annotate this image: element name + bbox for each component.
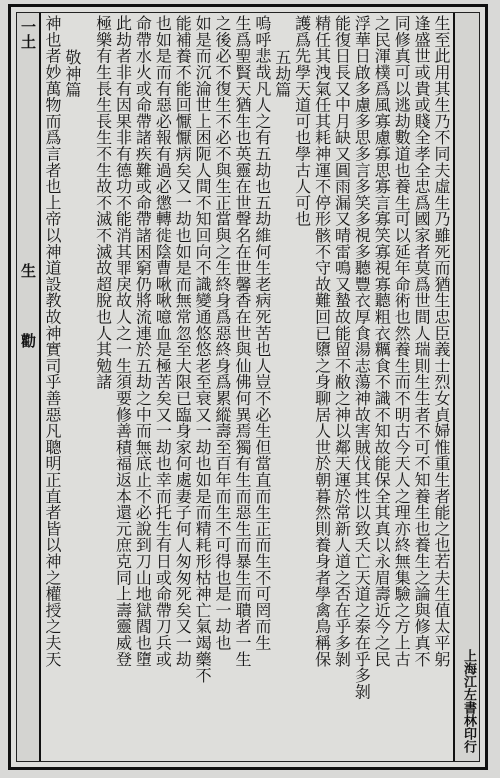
text-columns (43, 15, 451, 759)
text-column: 如是而沉淪世上困阨人間不知回向不識變通悠悠老至衰又一劫也如是而精耗形枯神亡氣竭藥不 (193, 15, 213, 684)
left-margin-strip (17, 13, 41, 761)
text-column: 生至此用其生乃不同夫虛生乃雖死而猶生忠臣義士烈女貞婦惟重生者能之也若夫生值太平躬 (432, 15, 451, 667)
text-column: 命帶水火或命帶諸疾難或命帶諸困窮仍將流連於五劫之中而無底止不必說到刀山地獄閻也墮 (133, 15, 153, 667)
text-column: 之後必不復生不必不與生正當與之生終身爲惡終身爲累縱壽至百年而生不可得也是一劫也 (213, 15, 233, 651)
right-margin-strip (453, 13, 479, 761)
text-column: 護爲先學天道可也學古人可也 (292, 15, 312, 227)
page-border (8, 4, 488, 770)
text-column: 也如是而有惡必報有過必懲轉徙陰曹啾啾噫血是極苦矣又一劫也幸而托生有日或命帶刀兵或 (153, 15, 173, 667)
publisher-imprint: 上海江左書林印行 (461, 649, 476, 753)
text-column: 神也者妙萬物而爲言者也上帝以神道設教故神實司乎善惡凡聰明正直者皆以神之權授之夫天 (43, 15, 62, 667)
section-heading-five-kalpas: 五劫篇 (272, 49, 292, 98)
text-column: 能復日長又中月缺又圓雨漏又晴雷鳴又蟄故能留不敝之神以鄰天運於常新人道之否在乎多剝 (332, 15, 352, 667)
blank-column (83, 15, 93, 759)
text-column: 浮華日啟多慮多思多言多笑多視多聽豐衣厚食湯志蕩神故害賊伐其性以致夭亡天道之泰在乎多剝 (352, 15, 372, 700)
margin-label-book: 勸 (19, 333, 37, 348)
text-body (43, 15, 451, 759)
margin-label-mid: 生 (19, 263, 37, 278)
text-column: 嗚呼悲哉凡人之有五劫也五劫維何生老病死苦也人豈不必生但當直而生正而生不可罔而生 (252, 15, 272, 651)
text-column: 精任其洩氣任其耗神運不停形骸不守故難回已隳之身聊居人世於朝暮然則養身者學禽鳥稱保 (312, 15, 332, 667)
text-column: 能補養不能回懨懨病矣又一劫也如是而無常忽至大限已臨身家何處妻子何人匆匆死矣又一劫 (173, 15, 193, 667)
section-heading-revere-gods: 敬神篇 (62, 49, 82, 98)
text-column: 此劫者非有因果非有德功不能消其罪戾故人之一生須要修善積福返本還元庶克同上壽靈威登 (113, 15, 133, 667)
text-column: 之民渾樸爲風寡慮寡思寡言寡笑寡視寡聽粗衣糲食不識不知故能保全其真以永眉壽近今之民 (372, 15, 392, 667)
text-column: 生爲聖賢天猶生也英靈在世聲名在世馨香在世與仙佛何異焉獨有生而惡生而暴生而聵者一生 (233, 15, 252, 667)
inner-border (16, 12, 480, 762)
text-column: 逢盛世或貴或賤全孝全忠爲國家者莫爲世間人瑞則生生者不可不知養生也養生之論與修真不 (412, 15, 432, 667)
text-column: 極樂有生長生長生不生故不滅不滅故超脫也人其勉諸 (93, 15, 113, 390)
margin-label-top: 一土 (19, 19, 37, 49)
text-column: 同修真可以逃劫數道也養生可以延年命術也然養生而不明古今天人之理亦終無集驗之方上古 (392, 15, 412, 667)
